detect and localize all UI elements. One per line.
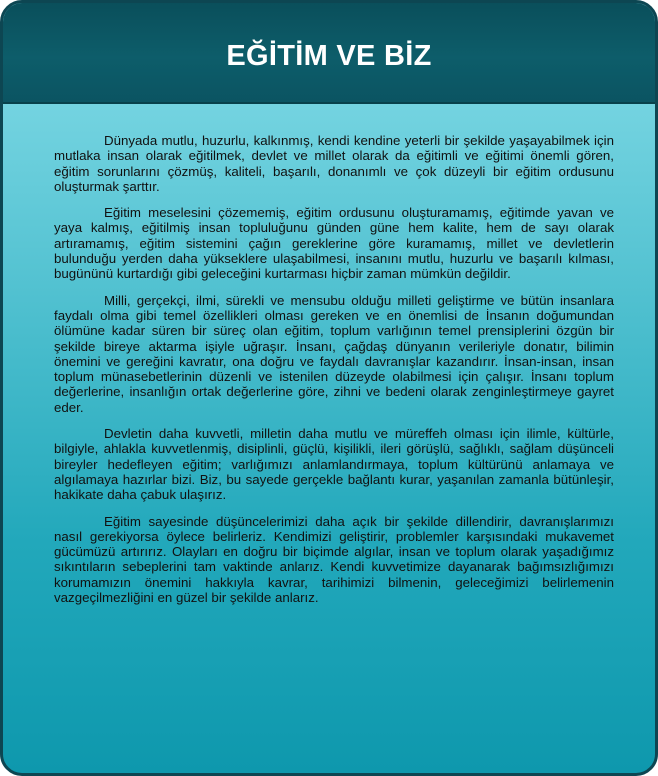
paragraph: Milli, gerçekçi, ilmi, sürekli ve mensubu olduğu milleti geliştirme ve bütün insanlara faydalı olma gibi temel özellikleri olması gereken ve en önemlisi de İnsanın doğumundan ölümüne kadar süren bir süreç olan eğitim, toplum varlığının temel prensiplerini özgün bir şekilde bireye aktarma işiyle uğraşır. İnsanı, çağdaş dünyanın verileriyle donatır, bilimin önemini ve gereğini kavratır, ona doğru ve faydalı davranışlar kazandırır. İnsan-insan, insan toplum münasebetlerinin düzenli ve istenilen düzeyde olabilmesi için çalışır. İnsanı toplum değerlerine, insanlığın ortak değerlerine göre, zihni ve bedeni olarak zenginleştirmeye gayret eder. xyxy=(54,292,614,415)
paragraph: Dünyada mutlu, huzurlu, kalkınmış, kendi kendine yeterli bir şekilde yaşayabilmek için mutlaka insan olarak eğitilmek, devlet ve millet olarak da eğitimli ve eğitimi önemli gören, eğitim sorunlarını çözmüş, kaliteli, başarılı, donanımlı ve çok düzeyli bir eğitim ordusunu oluşturmak şarttır. xyxy=(54,133,614,194)
header-bar xyxy=(3,3,655,104)
page-title: EĞİTİM VE BİZ xyxy=(226,40,432,72)
paragraph: Eğitim meselesini çözememiş, eğitim ordusunu oluşturamamış, eğitimde yavan ve yaya kalmış, eğitilmiş insan topluluğunu günden güne hem kalite, hem de sayı olarak artıramamış, eğitim sistemini çağın gereklerine göre kuramamış, millet ve devletlerin bulunduğu yerden daha yükseklere ulaşabilmesi, insanını mutlu, huzurlu ve başarılı kılması, bugününü kurtardığı gibi geleceğini kurtarması hiçbir zaman mümkün değildir. xyxy=(54,205,614,282)
article-body xyxy=(54,133,614,616)
paragraph: Eğitim sayesinde düşüncelerimizi daha açık bir şekilde dillendirir, davranışlarımızı nasıl gerekiyorsa öylece belirleriz. Kendimizi geliştirir, problemler karşısındaki mukavemet gücümüzü artırırız. Olayları en doğru bir biçimde algılar, insan ve toplum olarak yaşadığımız sıkıntıların sebeplerini tam vaktinde anlarız. Kendi kuvvetimize dayanarak bağımsızlığımızı korumamızın önemini hakkıyla kavrar, tarihimizi bilmenin, geleceğimizi belirlemenin vazgeçilmezliğini en güzel bir şekilde anlarız. xyxy=(54,513,614,606)
paragraph: Devletin daha kuvvetli, milletin daha mutlu ve müreffeh olması için ilimle, kültürle, bilgiyle, ahlakla kuvvetlenmiş, disiplinli, güçlü, kişilikli, ileri görüşlü, sağlıklı, sağlam düşünceli bireyler hedefleyen eğitim; varlığımızı anlamlandırmaya, toplum kültürünü anlamaya ve algılamaya hazırlar bizi. Biz, bu sayede gerçekle bağlantı kurar, yaşanılan zamanla bütünleşir, hakikate daha çabuk ulaşırız. xyxy=(54,426,614,503)
